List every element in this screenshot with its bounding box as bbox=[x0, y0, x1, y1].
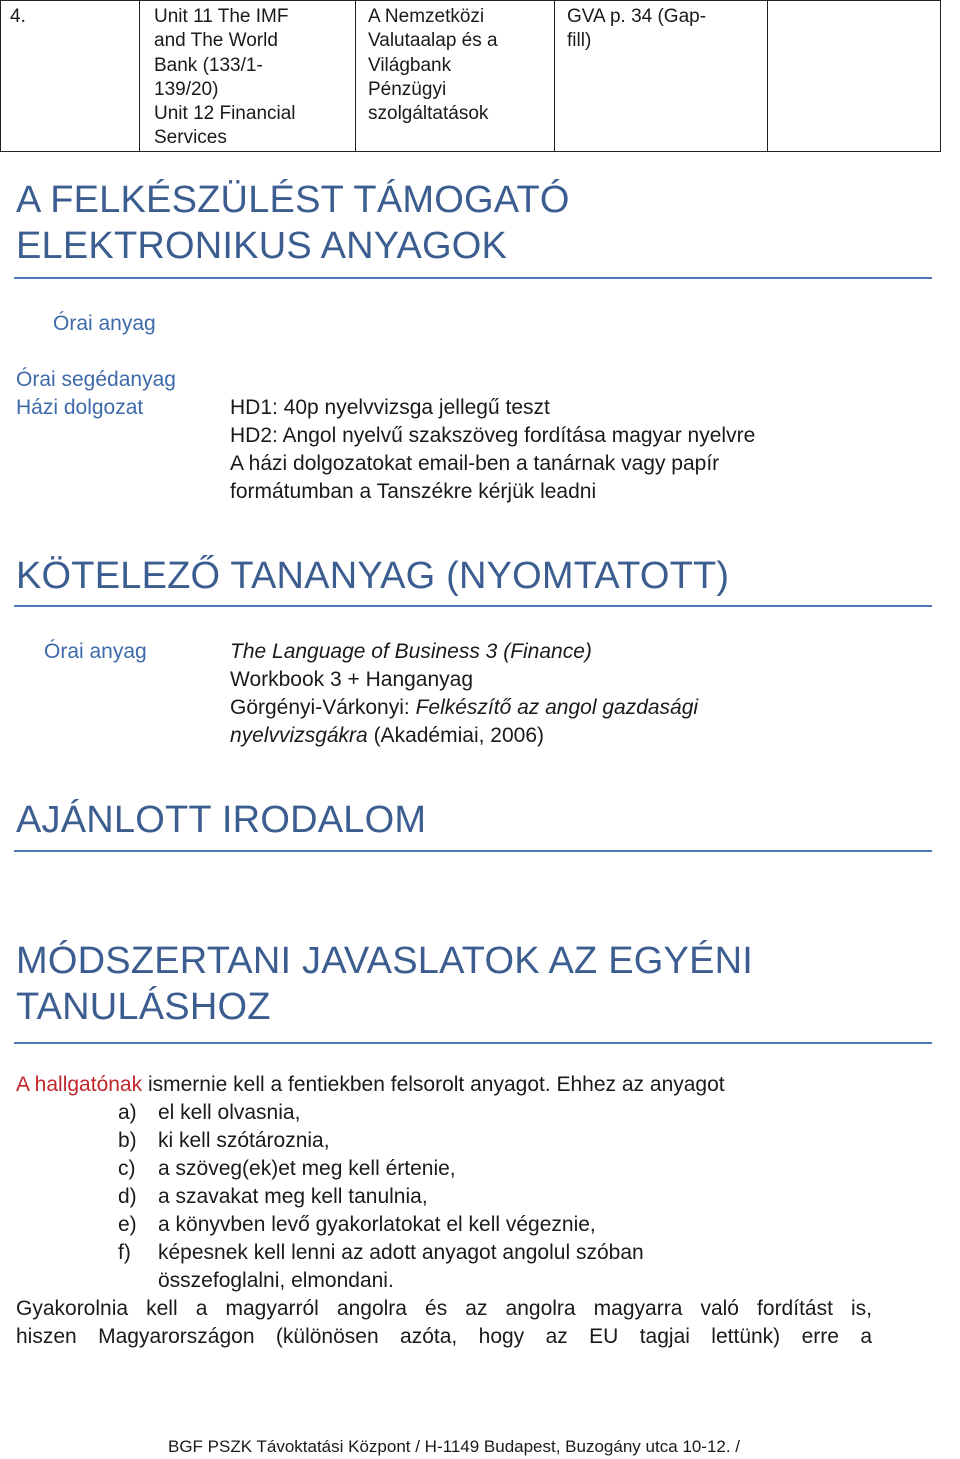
list-marker: b) bbox=[118, 1129, 137, 1152]
mandatory-material-list bbox=[230, 638, 698, 750]
row-number: 4. bbox=[10, 6, 26, 27]
unit-line: Unit 12 Financial bbox=[154, 103, 296, 125]
heading-line: A FELKÉSZÜLÉST TÁMOGATÓ bbox=[16, 179, 570, 221]
unit-line: Bank (133/1- bbox=[154, 54, 263, 76]
paragraph-line: Gyakorolnia kell a magyarról angolra és az angolra magyarra való fordítást is, bbox=[16, 1297, 872, 1320]
list-item-text: a szöveg(ek)et meg kell értenie, bbox=[158, 1157, 456, 1180]
section-divider bbox=[14, 605, 932, 607]
topic-line: Valutaalap és a bbox=[368, 30, 498, 52]
list-marker: c) bbox=[118, 1157, 136, 1180]
method-intro bbox=[16, 1071, 725, 1099]
section-heading-mandatory bbox=[16, 553, 729, 599]
exercise-line: fill) bbox=[567, 30, 592, 52]
list-item-continuation bbox=[118, 1267, 758, 1295]
reference-publisher: (Akadémiai, 2006) bbox=[367, 724, 544, 747]
homework-line: HD1: 40p nyelvvizsga jellegű teszt bbox=[230, 396, 550, 419]
section-heading-method bbox=[16, 938, 753, 1030]
list-item bbox=[118, 1155, 758, 1183]
list-marker: e) bbox=[118, 1213, 137, 1236]
task-list bbox=[118, 1099, 758, 1295]
label-class-material: Órai anyag bbox=[53, 312, 156, 335]
list-item-text: ki kell szótároznia, bbox=[158, 1129, 330, 1152]
reference-line bbox=[230, 722, 698, 750]
table-row bbox=[1, 1, 941, 152]
schedule-table bbox=[0, 0, 941, 152]
topic-line: Világbank bbox=[368, 54, 452, 76]
reference-line bbox=[230, 694, 698, 722]
heading-line: ELEKTRONIKUS ANYAGOK bbox=[16, 225, 508, 267]
list-item bbox=[118, 1099, 758, 1127]
section-heading-recommended bbox=[16, 797, 426, 843]
row-number-cell bbox=[1, 1, 140, 152]
heading-line: KÖTELEZŐ TANANYAG (NYOMTATOTT) bbox=[16, 555, 730, 597]
list-marker: d) bbox=[118, 1185, 137, 1208]
label-aux-material: Órai segédanyag bbox=[16, 368, 176, 391]
practice-paragraph bbox=[16, 1295, 872, 1351]
section-divider bbox=[14, 1042, 932, 1044]
list-item-text: a szavakat meg kell tanulnia, bbox=[158, 1185, 428, 1208]
unit-line: and The World bbox=[154, 30, 278, 52]
label-class-material: Órai anyag bbox=[44, 640, 147, 663]
list-item bbox=[118, 1127, 758, 1155]
homework-line: A házi dolgozatokat email-ben a tanárnak vagy papír bbox=[230, 452, 720, 475]
unit-line: Unit 11 The IMF bbox=[154, 6, 289, 27]
section-divider bbox=[14, 850, 932, 852]
reference-title: nyelvvizsgákra bbox=[230, 724, 368, 747]
topic-line: A Nemzetközi bbox=[368, 6, 485, 27]
reference-title: Felkészítő az angol gazdasági bbox=[415, 696, 699, 719]
list-marker: a) bbox=[118, 1101, 137, 1124]
unit-cell bbox=[140, 1, 356, 152]
homework-description bbox=[230, 394, 755, 506]
list-item-text: el kell olvasnia, bbox=[158, 1101, 301, 1124]
book-title: The Language of Business 3 (Finance) bbox=[230, 640, 592, 663]
homework-line: HD2: Angol nyelvű szakszöveg fordítása magyar nyelvre bbox=[230, 424, 756, 447]
heading-line: MÓDSZERTANI JAVASLATOK AZ EGYÉNI bbox=[16, 940, 754, 982]
list-item-text: a könyvben levő gyakorlatokat el kell végeznie, bbox=[158, 1213, 596, 1236]
list-item bbox=[118, 1183, 758, 1211]
intro-text: ismernie kell a fentiekben felsorolt anyagot. Ehhez az anyagot bbox=[142, 1073, 725, 1096]
topic-line: szolgáltatások bbox=[368, 103, 489, 125]
homework-line: formátumban a Tanszékre kérjük leadni bbox=[230, 480, 597, 503]
workbook-line: Workbook 3 + Hanganyag bbox=[230, 668, 474, 691]
section-divider bbox=[14, 277, 932, 279]
list-marker-spacer bbox=[118, 1267, 158, 1295]
list-marker: f) bbox=[118, 1241, 131, 1264]
exercise-cell bbox=[555, 1, 768, 152]
heading-line: AJÁNLOTT IRODALOM bbox=[16, 799, 427, 841]
unit-line: 139/20) bbox=[154, 78, 219, 100]
heading-line: TANULÁSHOZ bbox=[16, 986, 271, 1028]
label-homework: Házi dolgozat bbox=[16, 396, 144, 419]
topic-line: Pénzügyi bbox=[368, 78, 447, 100]
list-item-text: képesnek kell lenni az adott anyagot angolul szóban bbox=[158, 1241, 644, 1264]
page-footer: BGF PSZK Távoktatási Központ / H-1149 Budapest, Buzogány utca 10-12. / bbox=[168, 1437, 741, 1456]
section-heading-electronic bbox=[16, 177, 570, 269]
topic-cell bbox=[356, 1, 555, 152]
paragraph-line: hiszen Magyarországon (különösen azóta, hogy az EU tagjai lettünk) erre a bbox=[16, 1325, 872, 1348]
list-item bbox=[118, 1211, 758, 1239]
unit-line: Services bbox=[154, 127, 227, 149]
exercise-line: GVA p. 34 (Gap- bbox=[567, 6, 707, 27]
list-item bbox=[118, 1239, 758, 1267]
empty-cell bbox=[768, 1, 941, 152]
reference-authors: Görgényi-Várkonyi: bbox=[230, 696, 416, 719]
highlighted-subject: A hallgatónak bbox=[16, 1073, 143, 1096]
list-item-text: összefoglalni, elmondani. bbox=[158, 1269, 394, 1292]
